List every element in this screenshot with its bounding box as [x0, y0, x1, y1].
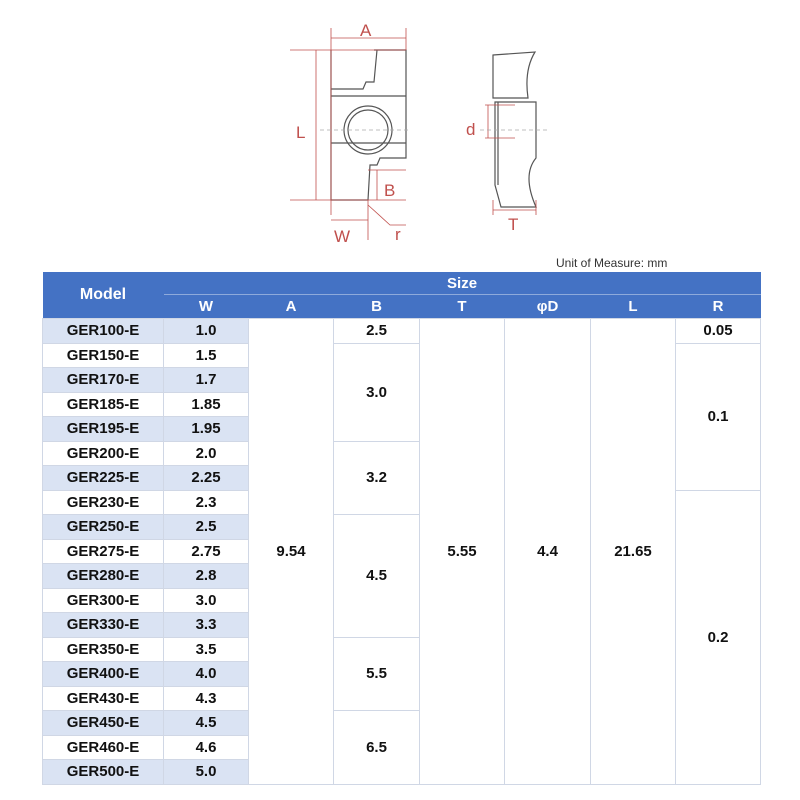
- b-cell: 3.2: [334, 441, 420, 515]
- size-header: Size: [164, 272, 761, 295]
- d-cell: 4.4: [505, 319, 591, 785]
- w-cell: 2.5: [164, 515, 249, 540]
- b-cell: 5.5: [334, 637, 420, 711]
- column-header: φD: [505, 295, 591, 319]
- b-cell: 3.0: [334, 343, 420, 441]
- model-cell: GER460-E: [43, 735, 164, 760]
- r-cell: 0.05: [676, 319, 761, 344]
- column-header: A: [249, 295, 334, 319]
- spec-table: [42, 272, 761, 785]
- w-cell: 2.25: [164, 466, 249, 491]
- r-cell: 0.1: [676, 343, 761, 490]
- w-cell: 2.0: [164, 441, 249, 466]
- w-cell: 5.0: [164, 760, 249, 785]
- insert-side-view: [493, 52, 536, 207]
- w-cell: 1.5: [164, 343, 249, 368]
- w-cell: 3.3: [164, 613, 249, 638]
- b-cell: 4.5: [334, 515, 420, 638]
- model-cell: GER250-E: [43, 515, 164, 540]
- model-cell: GER150-E: [43, 343, 164, 368]
- column-header: T: [420, 295, 505, 319]
- w-cell: 1.85: [164, 392, 249, 417]
- a-cell: 9.54: [249, 319, 334, 785]
- model-cell: GER500-E: [43, 760, 164, 785]
- w-cell: 4.0: [164, 662, 249, 687]
- model-cell: GER100-E: [43, 319, 164, 344]
- model-cell: GER195-E: [43, 417, 164, 442]
- insert-front-view: [331, 50, 406, 200]
- dim-label-d: d: [466, 120, 476, 139]
- column-header: L: [591, 295, 676, 319]
- w-cell: 4.3: [164, 686, 249, 711]
- w-cell: 1.7: [164, 368, 249, 393]
- w-cell: 1.95: [164, 417, 249, 442]
- insert-dimension-diagram: [280, 10, 560, 250]
- model-cell: GER280-E: [43, 564, 164, 589]
- w-cell: 2.75: [164, 539, 249, 564]
- dim-label-t: T: [508, 215, 519, 234]
- model-cell: GER225-E: [43, 466, 164, 491]
- unit-of-measure-note: Unit of Measure: mm: [556, 256, 668, 270]
- column-header: W: [164, 295, 249, 319]
- dim-label-a: A: [360, 21, 372, 40]
- table-row: [43, 319, 761, 344]
- w-cell: 3.5: [164, 637, 249, 662]
- r-cell: 0.2: [676, 490, 761, 784]
- model-cell: GER170-E: [43, 368, 164, 393]
- w-cell: 2.8: [164, 564, 249, 589]
- dim-label-b: B: [384, 181, 396, 200]
- w-cell: 2.3: [164, 490, 249, 515]
- dim-label-r: r: [395, 225, 401, 244]
- model-cell: GER275-E: [43, 539, 164, 564]
- model-cell: GER350-E: [43, 637, 164, 662]
- model-cell: GER330-E: [43, 613, 164, 638]
- w-cell: 4.5: [164, 711, 249, 736]
- column-header: R: [676, 295, 761, 319]
- model-cell: GER450-E: [43, 711, 164, 736]
- dim-label-w: W: [334, 227, 351, 246]
- b-cell: 6.5: [334, 711, 420, 785]
- l-cell: 21.65: [591, 319, 676, 785]
- model-cell: GER185-E: [43, 392, 164, 417]
- model-header: Model: [43, 272, 164, 319]
- dim-label-l: L: [296, 123, 306, 142]
- dimension-lines: [290, 28, 550, 240]
- model-cell: GER430-E: [43, 686, 164, 711]
- model-cell: GER300-E: [43, 588, 164, 613]
- w-cell: 4.6: [164, 735, 249, 760]
- w-cell: 1.0: [164, 319, 249, 344]
- t-cell: 5.55: [420, 319, 505, 785]
- column-header: B: [334, 295, 420, 319]
- w-cell: 3.0: [164, 588, 249, 613]
- model-cell: GER200-E: [43, 441, 164, 466]
- b-cell: 2.5: [334, 319, 420, 344]
- model-cell: GER400-E: [43, 662, 164, 687]
- model-cell: GER230-E: [43, 490, 164, 515]
